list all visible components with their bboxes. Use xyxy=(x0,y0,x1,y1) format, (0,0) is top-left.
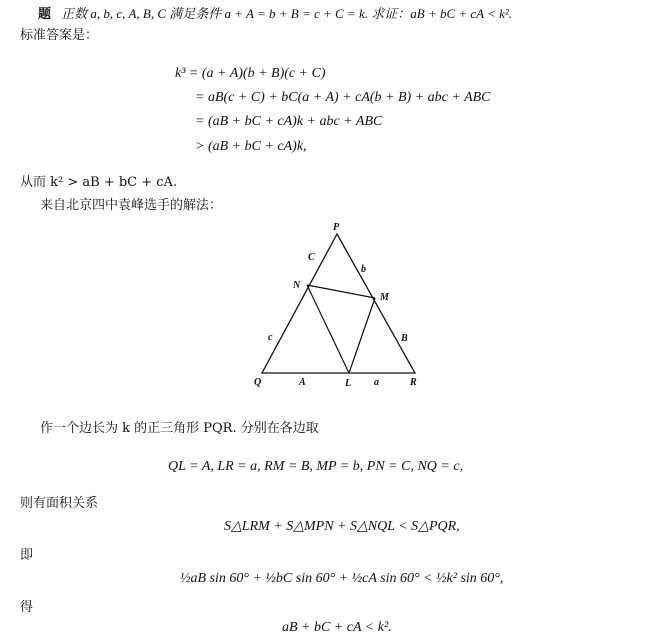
label-l: L xyxy=(345,378,352,389)
problem-statement xyxy=(38,6,512,23)
de-label: 得 xyxy=(20,600,34,615)
proof-line-2: = aB(c + C) + bC(a + A) + cA(b + B) + abc + ABC xyxy=(195,90,491,105)
sin-equation: ½aB sin 60° + ½bC sin 60° + ½cA sin 60° < ½k² sin 60°, xyxy=(180,571,504,586)
final-equation: aB + bC + cA < k². xyxy=(282,620,392,635)
triangle-figure xyxy=(250,220,450,390)
label-seg-a: a xyxy=(374,377,379,388)
label-n: N xyxy=(293,280,301,291)
label-seg-c: c xyxy=(268,332,273,343)
problem-text: 正数 a, b, c, A, B, C 满足条件 a + A = b + B = c + C = k. 求证：aB + bC + cA < k². xyxy=(61,6,513,21)
label-m: M xyxy=(380,292,389,303)
segments-equation: QL = A, LR = a, RM = B, MP = b, PN = C, NQ = c, xyxy=(168,459,464,474)
proof-line-1: k³ = (a + A)(b + B)(c + C) xyxy=(175,66,326,81)
label-q: Q xyxy=(254,377,262,388)
proof-line-4: > (aB + bC + cA)k, xyxy=(195,139,307,154)
label-r: R xyxy=(410,377,417,388)
label-seg-a-upper: A xyxy=(299,377,306,388)
area-intro: 则有面积关系 xyxy=(20,496,99,511)
alt-intro: 来自北京四中袁峰选手的解法： xyxy=(40,198,223,213)
construction-text: 作一个边长为 k 的正三角形 PQR. 分别在各边取 xyxy=(40,421,319,436)
problem-tag: 题 xyxy=(38,7,52,22)
ji-label: 即 xyxy=(20,548,34,563)
segment-nm xyxy=(307,285,375,298)
label-seg-b: b xyxy=(361,264,366,275)
answer-intro: 标准答案是： xyxy=(20,28,99,43)
segment-nl xyxy=(307,285,349,373)
proof-line-3: = (aB + bC + cA)k + abc + ABC xyxy=(195,114,383,129)
label-seg-c-upper: C xyxy=(308,252,315,263)
label-seg-b-upper: B xyxy=(401,333,408,344)
segment-ml xyxy=(349,298,375,373)
label-p: P xyxy=(333,222,340,233)
area-equation: S△LRM + S△MPN + S△NQL < S△PQR, xyxy=(224,519,460,534)
conclusion: 从而 k² > aB + bC + cA. xyxy=(20,175,178,190)
